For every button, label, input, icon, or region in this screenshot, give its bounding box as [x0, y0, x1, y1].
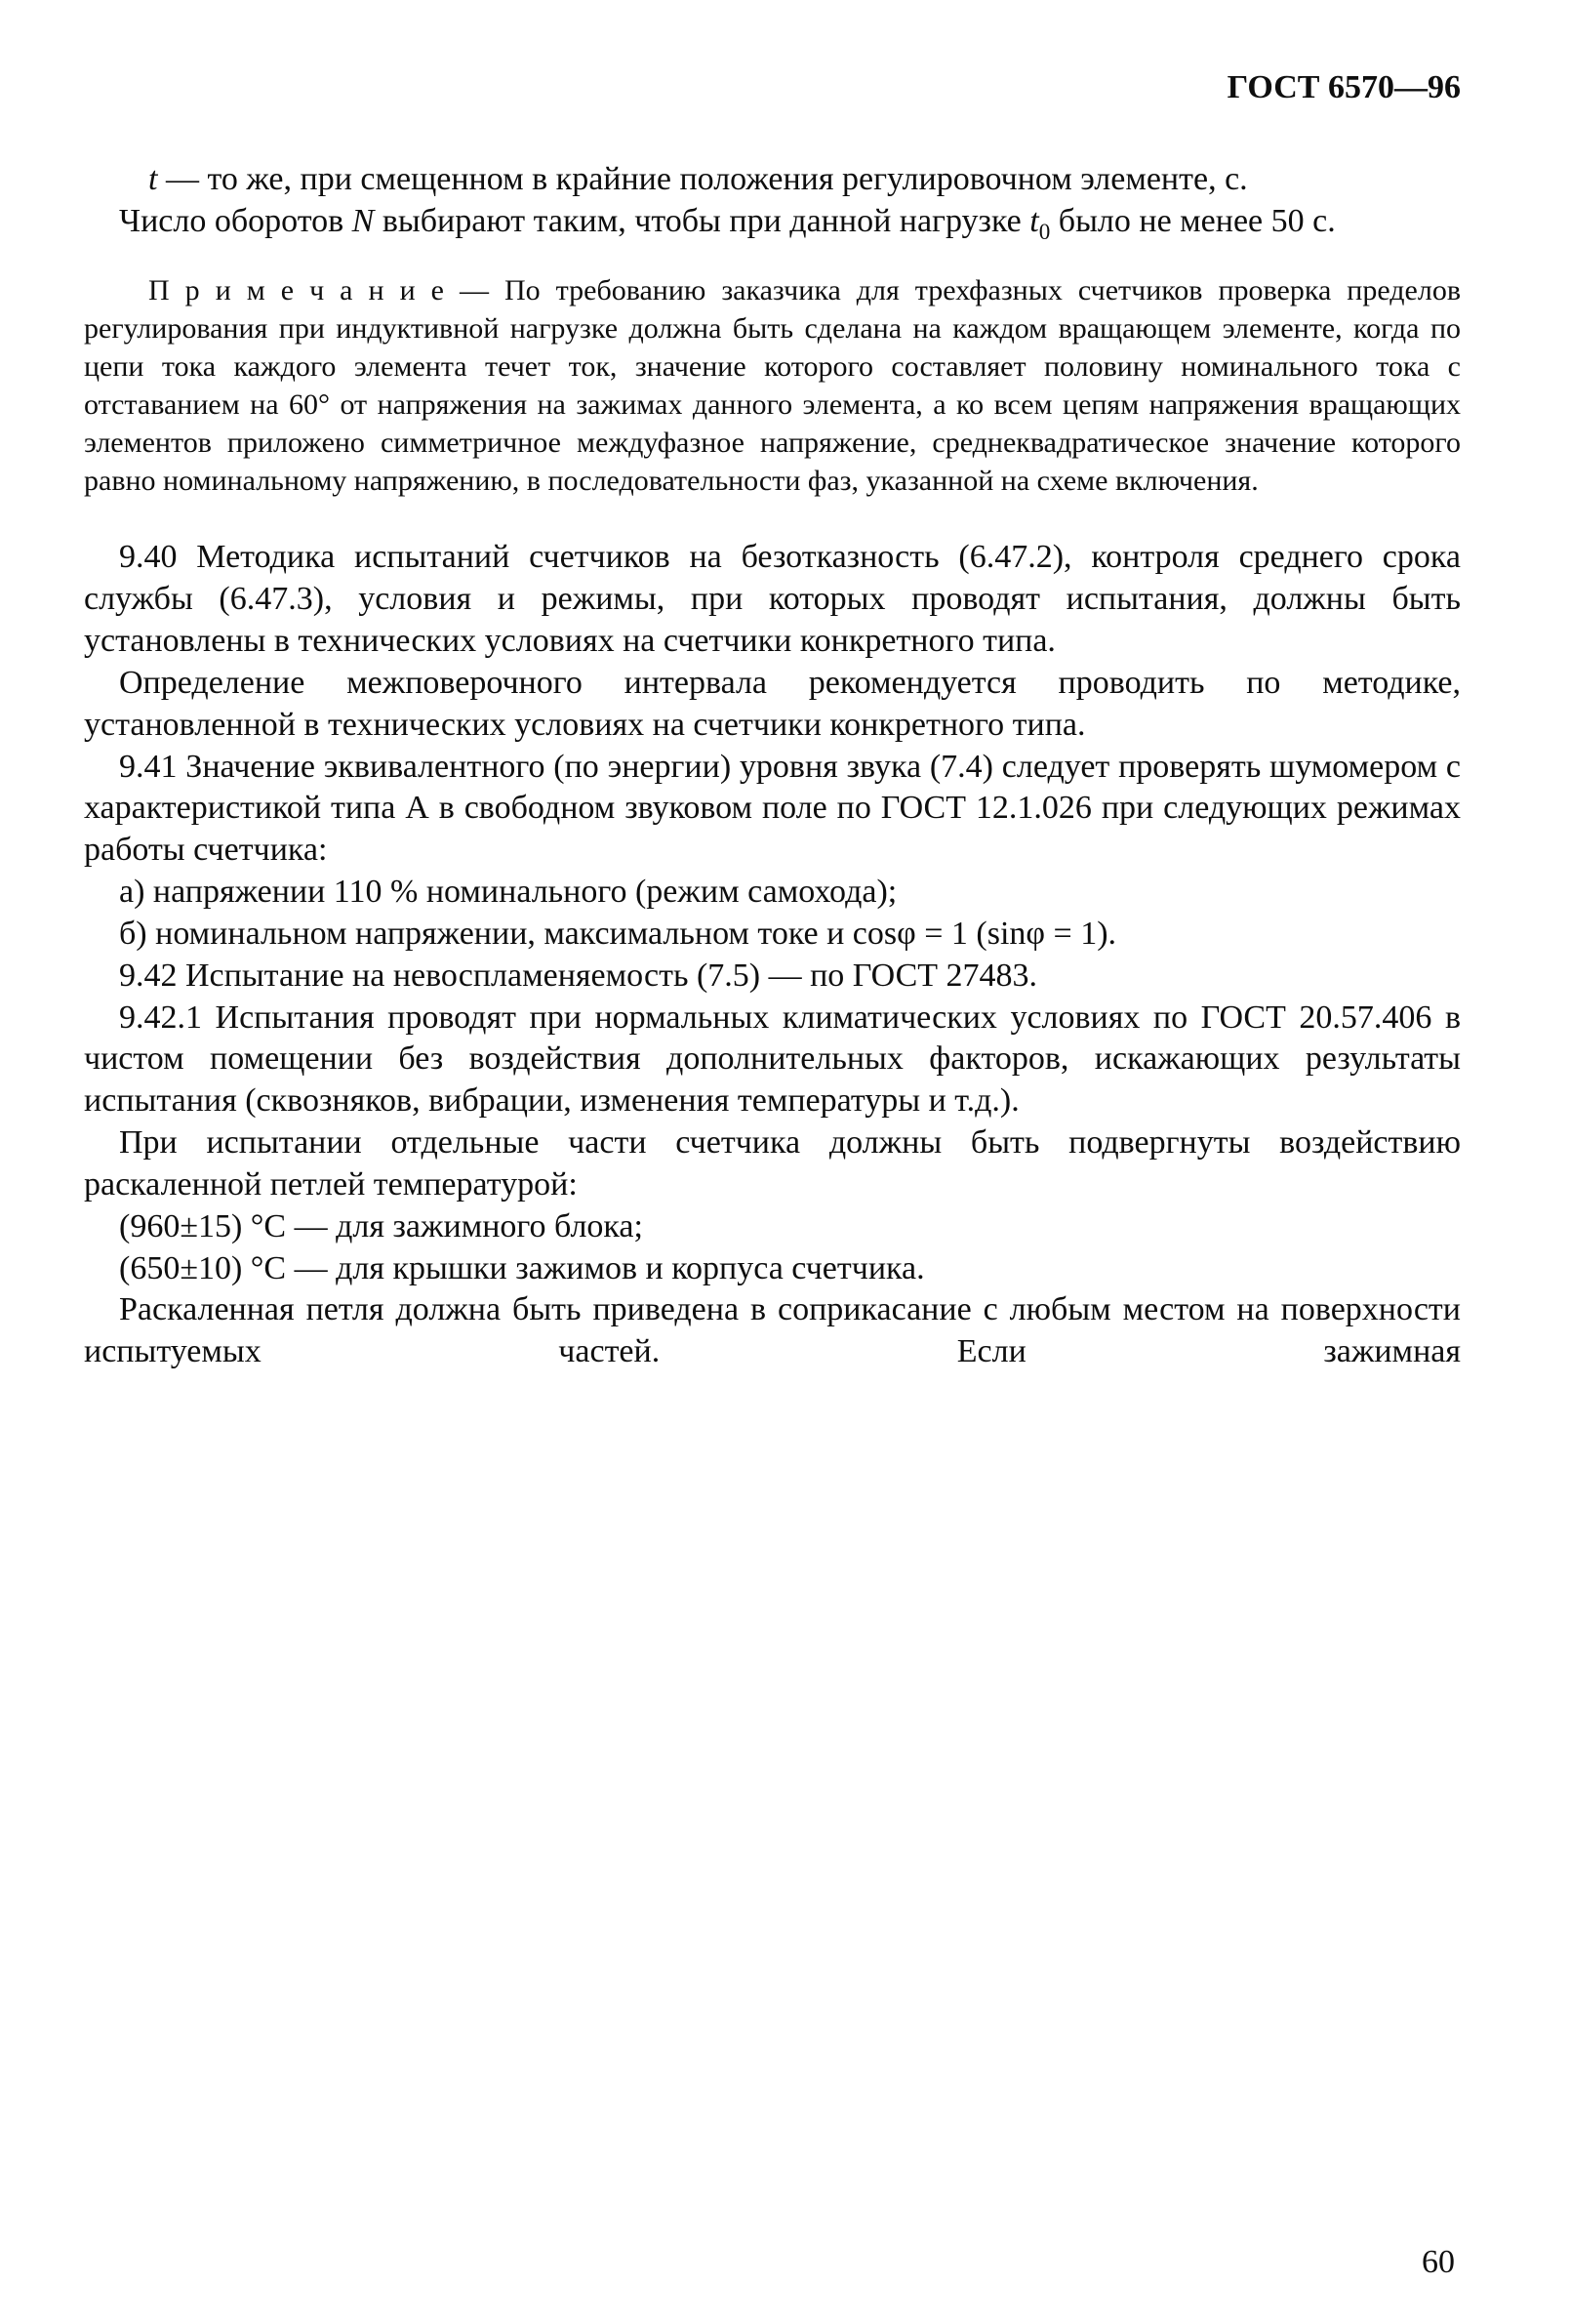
- para-glow-wire-contact: [84, 1289, 1461, 1373]
- text-segment: При испытании отдельные части счетчика должны быть подвергнуты воздействию раскаленной петлей температурой:: [84, 1124, 1461, 1203]
- text-segment: Определение межповерочного интервала рекомендуется проводить по методике, установленной в технических условиях на счетчики конкретного типа.: [84, 664, 1461, 743]
- text-segment: 9.41 Значение эквивалентного (по энергии) уровня звука (7.4) следует проверять шумомером с характеристикой типа А в свободном звуковом поле по ГОСТ 12.1.026 при следующих режимах работы счетчика:: [84, 748, 1461, 869]
- text-segment: t: [148, 160, 158, 197]
- text-segment: 9.40 Методика испытаний счетчиков на безотказность (6.47.2), контроля среднего срока службы (6.47.3), условия и режимы, при которых проводят испытания, должны быть установлены в технических условиях на счетчики конкретного типа.: [84, 539, 1461, 660]
- text-segment: 9.42.1 Испытания проводят при нормальных климатических условиях по ГОСТ 20.57.406 в чистом помещении без воздействия дополнительных факторов, искажающих результаты испытания (сквозняков, вибрации, изменения температуры и т.д.).: [84, 999, 1461, 1120]
- para-revolutions-count: [84, 201, 1461, 243]
- text-segment: N: [351, 202, 375, 239]
- clause-9-41: [84, 747, 1461, 872]
- text-segment: — то же, при смещенном в крайние положения регулировочном элементе, с.: [157, 160, 1248, 197]
- clause-9-42-1: [84, 998, 1461, 1122]
- text-segment: а) напряжении 110 % номинального (режим самохода);: [119, 874, 898, 911]
- text-segment: б) номинальном напряжении, максимальном токе и cosφ = 1 (sinφ = 1).: [119, 915, 1117, 952]
- text-segment: было не менее 50 с.: [1050, 202, 1336, 239]
- document-header: [84, 68, 1461, 108]
- note-paragraph: [84, 271, 1461, 500]
- definition-t-shifted: [84, 159, 1461, 201]
- clause-9-42: [84, 956, 1461, 998]
- para-glow-wire-exposure: [84, 1122, 1461, 1206]
- text-segment: П р и м е ч а н и е — По требованию заказчика для трехфазных счетчиков проверка пределов регулирования при индуктивной нагрузке должна быть сделана на каждом вращающем элементе, когда по цепи тока каждого элемента течет ток, значение которого составляет половину номинального тока с отставанием на 60° от напряжения на зажимах данного элемента, а ко всем цепям напряжения вращающих элементов приложено симметричное междуфазное напряжение, среднеквадратическое значение которого равно номинальному напряжению, в последовательности фаз, указанной на схеме включения.: [84, 274, 1461, 498]
- temp-terminal-block: [84, 1206, 1461, 1248]
- text-segment: t: [1029, 202, 1039, 239]
- text-segment: (960±15) °С — для зажимного блока;: [119, 1207, 643, 1244]
- document-body: [84, 159, 1461, 1373]
- text-segment: 9.42 Испытание на невоспламеняемость (7.5) — по ГОСТ 27483.: [119, 957, 1038, 994]
- text-segment: 0: [1038, 219, 1051, 245]
- list-item-b: [84, 914, 1461, 956]
- text-segment: выбирают таким, чтобы при данной нагрузке: [374, 202, 1030, 239]
- list-item-a: [84, 872, 1461, 914]
- text-segment: Раскаленная петля должна быть приведена в соприкасание с любым местом на поверхности испытуемых частей. Если зажимная: [84, 1291, 1461, 1370]
- para-verification-interval: [84, 663, 1461, 747]
- page-number: 60: [1422, 2244, 1455, 2280]
- clause-9-40: [84, 537, 1461, 662]
- standard-number: ГОСТ 6570—96: [1227, 69, 1461, 105]
- temp-terminal-cover: [84, 1248, 1461, 1290]
- page-footer: [1422, 2244, 1455, 2281]
- text-segment: (650±10) °С — для крышки зажимов и корпуса счетчика.: [119, 1249, 925, 1286]
- text-segment: Число оборотов: [119, 202, 352, 239]
